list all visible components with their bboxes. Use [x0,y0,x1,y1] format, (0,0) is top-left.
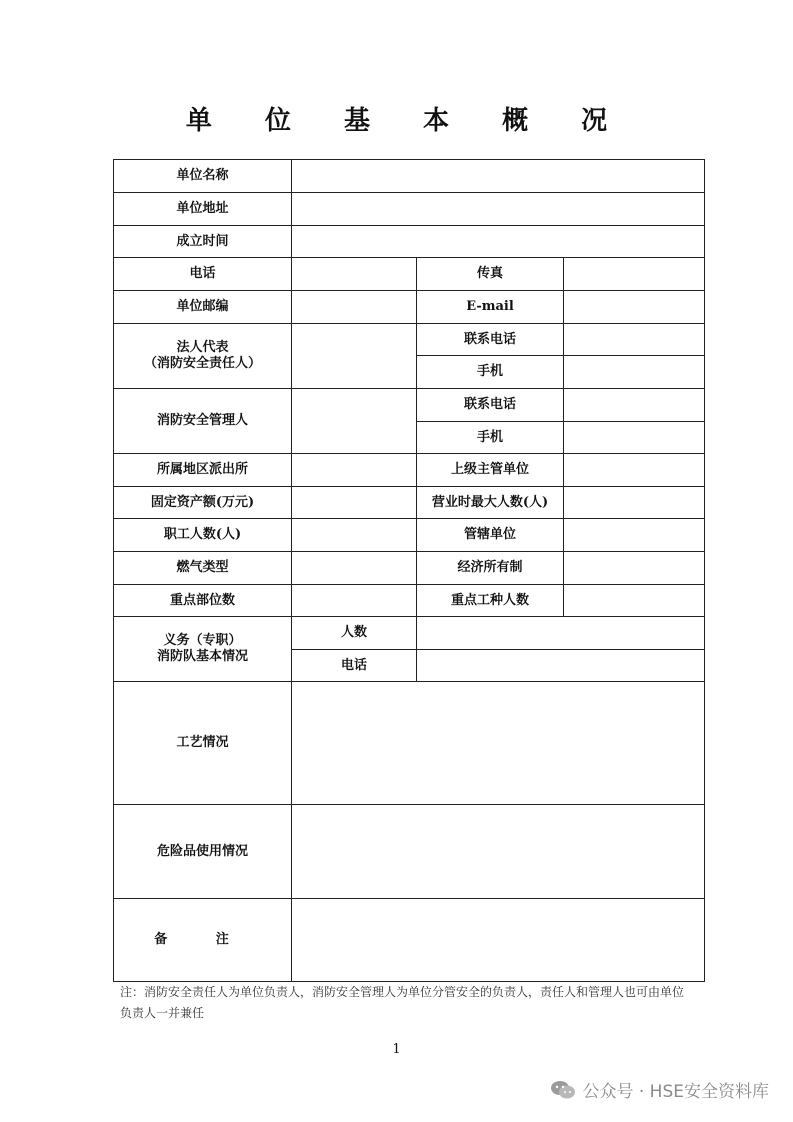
field-mobile[interactable] [564,356,705,389]
watermark [550,1077,769,1102]
page-number: 1 [392,1042,401,1057]
field-remarks[interactable] [292,899,705,982]
field-legal-rep[interactable] [292,324,417,389]
label-gas-type: 燃气类型 [114,552,292,585]
field-jurisdiction-unit[interactable] [564,519,705,552]
label-fire-brigade [114,617,292,682]
field-gas-type[interactable] [292,552,417,585]
label-mobile: 手机 [417,356,564,389]
label-key-parts: 重点部位数 [114,585,292,617]
field-established[interactable] [292,226,705,258]
label-police-station: 所属地区派出所 [114,454,292,487]
label-superior-unit: 上级主管单位 [417,454,564,487]
label-legal-rep-line1: 法人代表 [176,340,229,356]
field-employees[interactable] [292,519,417,552]
field-key-workers[interactable] [564,585,705,617]
label-legal-rep-line2: （消防安全责任人） [143,356,261,371]
field-postcode[interactable] [292,291,417,324]
label-fire-brigade-line2: 消防队基本情况 [156,649,248,664]
label-max-business-people: 营业时最大人数(人) [417,487,564,519]
field-email[interactable] [564,291,705,324]
field-key-parts[interactable] [292,585,417,617]
page-title: 单 位 基 本 概 况 [185,106,630,136]
label-postcode: 单位邮编 [114,291,292,324]
field-superior-unit[interactable] [564,454,705,487]
field-headcount[interactable] [417,617,705,650]
label-headcount: 人数 [292,617,417,650]
unit-info-form [113,159,705,982]
label-unit-name: 单位名称 [114,160,292,193]
label-contact-phone: 联系电话 [417,324,564,356]
label-contact-phone-2: 联系电话 [417,389,564,422]
label-fixed-assets: 固定资产额(万元) [114,487,292,519]
label-key-workers: 重点工种人数 [417,585,564,617]
label-established: 成立时间 [114,226,292,258]
label-jurisdiction-unit: 管辖单位 [417,519,564,552]
field-unit-name[interactable] [292,160,705,193]
field-unit-address[interactable] [292,193,705,226]
label-brigade-phone: 电话 [292,650,417,682]
label-email: E-mail [417,291,564,324]
label-fire-safety-manager: 消防安全管理人 [114,389,292,454]
field-fixed-assets[interactable] [292,487,417,519]
field-contact-phone-2[interactable] [564,389,705,422]
label-remarks: 备 注 [114,899,292,982]
label-legal-rep [114,324,292,389]
label-fire-brigade-line1: 义务（专职） [163,633,242,649]
field-ownership[interactable] [564,552,705,585]
field-contact-phone[interactable] [564,324,705,356]
label-fax: 传真 [417,258,564,291]
field-brigade-phone[interactable] [417,650,705,682]
field-phone[interactable] [292,258,417,291]
field-max-business-people[interactable] [564,487,705,519]
field-mobile-2[interactable] [564,422,705,454]
label-unit-address: 单位地址 [114,193,292,226]
footnote: 注：消防安全责任人为单位负责人，消防安全管理人为单位分管安全的负责人，责任人和管理人也可由单位负责人一并兼任 [120,985,685,1020]
label-mobile-2: 手机 [417,422,564,454]
field-fax[interactable] [564,258,705,291]
field-police-station[interactable] [292,454,417,487]
label-hazardous: 危险品使用情况 [114,805,292,899]
field-fire-safety-manager[interactable] [292,389,417,454]
label-ownership: 经济所有制 [417,552,564,585]
label-phone: 电话 [114,258,292,291]
field-process[interactable] [292,682,705,805]
label-process: 工艺情况 [114,682,292,805]
field-hazardous[interactable] [292,805,705,899]
label-employees: 职工人数(人) [114,519,292,552]
watermark-text: 公众号 · HSE安全资料库 [582,1082,769,1102]
wechat-icon [550,1080,576,1100]
